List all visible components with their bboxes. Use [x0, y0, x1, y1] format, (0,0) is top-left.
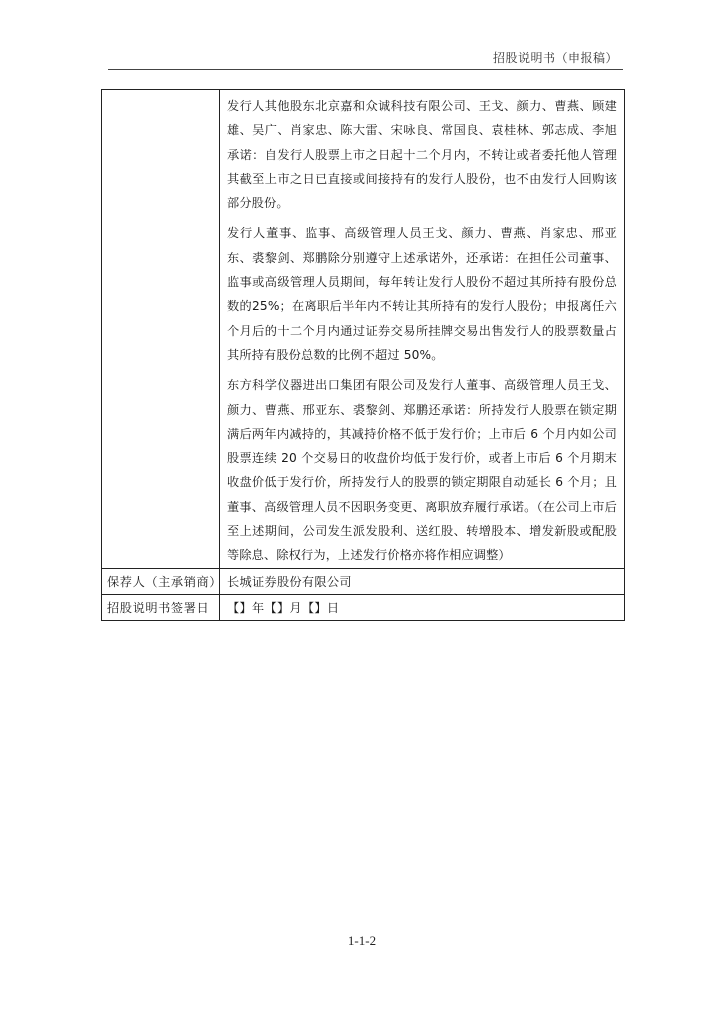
- commitment-paragraph-3: 东方科学仪器进出口集团有限公司及发行人董事、高级管理人员王戈、颜力、曹燕、邢亚东、裘黎剑、郑鹏还承诺：所持发行人股票在锁定期满后两年内减持的，其减持价格不低于发行价；上市后 6 个月内如公司股票连续 20 个交易日的收盘价均低于发行价，或者上市后 6 个月期末收盘价低于发行价，所持发行人的股票的锁定期限自动延长 6 个月；且董事、高级管理人员不因职务变更、离职放弃履行承诺。（在公司上市后至上述期间，公司发生派发股利、送红股、转增股本、增发新股或配股等除息、除权行为，上述发行价格亦将作相应调整）: [227, 378, 617, 563]
- commitment-label-cell: [102, 90, 220, 569]
- signing-date-value: 【】年【】月【】日: [220, 594, 625, 620]
- sponsor-label: 保荐人（主承销商）: [102, 568, 220, 594]
- sponsor-row: [102, 568, 625, 594]
- signing-date-label: 招股说明书签署日: [102, 594, 220, 620]
- commitment-paragraph-1: 发行人其他股东北京嘉和众诚科技有限公司、王戈、颜力、曹燕、顾建雄、吴广、肖家忠、陈大雷、宋咏良、常国良、袁桂林、郭志成、李旭承诺：自发行人股票上市之日起十二个月内，不转让或者委托他人管理其截至上市之日已直接或间接持有的发行人股份，也不由发行人回购该部分股份。: [227, 99, 617, 211]
- commitment-paragraph-2: 发行人董事、监事、高级管理人员王戈、颜力、曹燕、肖家忠、邢亚东、裘黎剑、郑鹏除分别遵守上述承诺外，还承诺：在担任公司董事、监事或高级管理人员期间，每年转让发行人股份不超过其所持有股份总数的25%；在离职后半年内不转让其所持有的发行人股份；申报离任六个月后的十二个月内通过证券交易所挂牌交易出售发行人的股票数量占其所持有股份总数的比例不超过 50%。: [227, 226, 617, 362]
- commitment-row: [102, 90, 625, 569]
- header-title: 招股说明书（申报稿）: [492, 51, 618, 65]
- sponsor-value: 长城证券股份有限公司: [220, 568, 625, 594]
- commitment-content-cell: [220, 90, 625, 569]
- header-rule: [108, 69, 623, 70]
- page-number: 1-1-2: [347, 933, 377, 948]
- prospectus-table: [101, 89, 625, 621]
- signing-date-row: [102, 594, 625, 620]
